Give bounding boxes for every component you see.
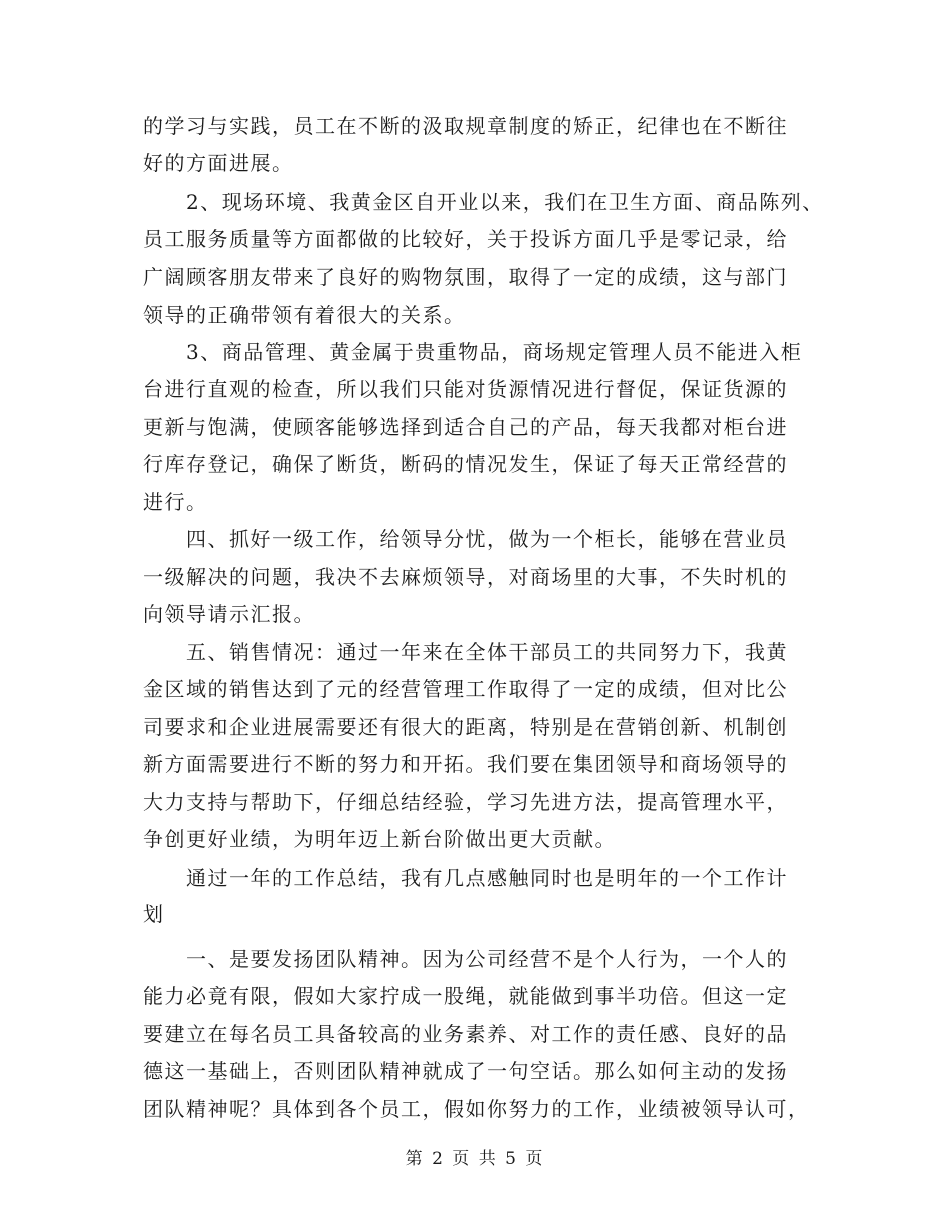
body-text-line: 争创更好业绩，为明年迈上新台阶做出更大贡献。 (143, 827, 616, 851)
body-text-line: 新方面需要进行不断的努力和开拓。我们要在集团领导和商场领导的 (143, 752, 788, 776)
body-text-line: 广阔顾客朋友带来了良好的购物氛围，取得了一定的成绩，这与部门 (143, 265, 788, 289)
body-text-line: 更新与饱满，使顾客能够选择到适合自己的产品，每天我都对柜台进 (143, 415, 788, 439)
paragraph-first-line: 四、抓好一级工作，给领导分忧，做为一个柜长，能够在营业员 (186, 527, 788, 551)
body-text-line: 进行。 (143, 490, 208, 514)
body-text-line: 金区域的销售达到了元的经营管理工作取得了一定的成绩，但对比公 (143, 677, 788, 701)
body-text-line: 能力必竟有限，假如大家拧成一股绳，就能做到事半功倍。但这一定 (143, 984, 788, 1008)
paragraph-first-line: 通过一年的工作总结，我有几点感触同时也是明年的一个工作计 (186, 866, 788, 890)
paragraph-first-line: 3、商品管理、黄金属于贵重物品，商场规定管理人员不能进入柜 (186, 340, 803, 364)
paragraph-first-line: 一、是要发扬团队精神。因为公司经营不是个人行为，一个人的 (186, 947, 788, 971)
body-text-line: 一级解决的问题，我决不去麻烦领导，对商场里的大事，不失时机的 (143, 565, 788, 589)
body-text-line: 的学习与实践，员工在不断的汲取规章制度的矫正，纪律也在不断往 (143, 114, 788, 138)
paragraph-first-line: 五、销售情况：通过一年来在全体干部员工的共同努力下，我黄 (186, 640, 788, 664)
page-number-footer: 第 2 页 共 5 页 (405, 1149, 545, 1169)
body-text-line: 德这一基础上，否则团队精神就成了一句空话。那么如何主动的发扬 (143, 1059, 788, 1083)
body-text-line: 向领导请示汇报。 (143, 602, 315, 626)
paragraph-first-line: 2、现场环境、我黄金区自开业以来，我们在卫生方面、商品陈列、 (186, 190, 824, 214)
body-text-line: 行库存登记，确保了断货，断码的情况发生，保证了每天正常经营的 (143, 452, 788, 476)
body-text-line: 领导的正确带领有着很大的关系。 (143, 303, 466, 327)
body-text-line: 员工服务质量等方面都做的比较好，关于投诉方面几乎是零记录，给 (143, 227, 788, 251)
body-text-line: 大力支持与帮助下，仔细总结经验，学习先进方法，提高管理水平， (143, 790, 788, 814)
body-text-line: 要建立在每名员工具备较高的业务素养、对工作的责任感、良好的品 (143, 1022, 788, 1046)
body-text-line: 划 (143, 902, 165, 926)
body-text-line: 台进行直观的检查，所以我们只能对货源情况进行督促，保证货源的 (143, 377, 788, 401)
body-text-line: 团队精神呢？具体到各个员工，假如你努力的工作，业绩被领导认可， (143, 1097, 810, 1121)
body-text-line: 司要求和企业进展需要还有很大的距离，特别是在营销创新、机制创 (143, 715, 788, 739)
body-text-line: 好的方面进展。 (143, 151, 294, 175)
